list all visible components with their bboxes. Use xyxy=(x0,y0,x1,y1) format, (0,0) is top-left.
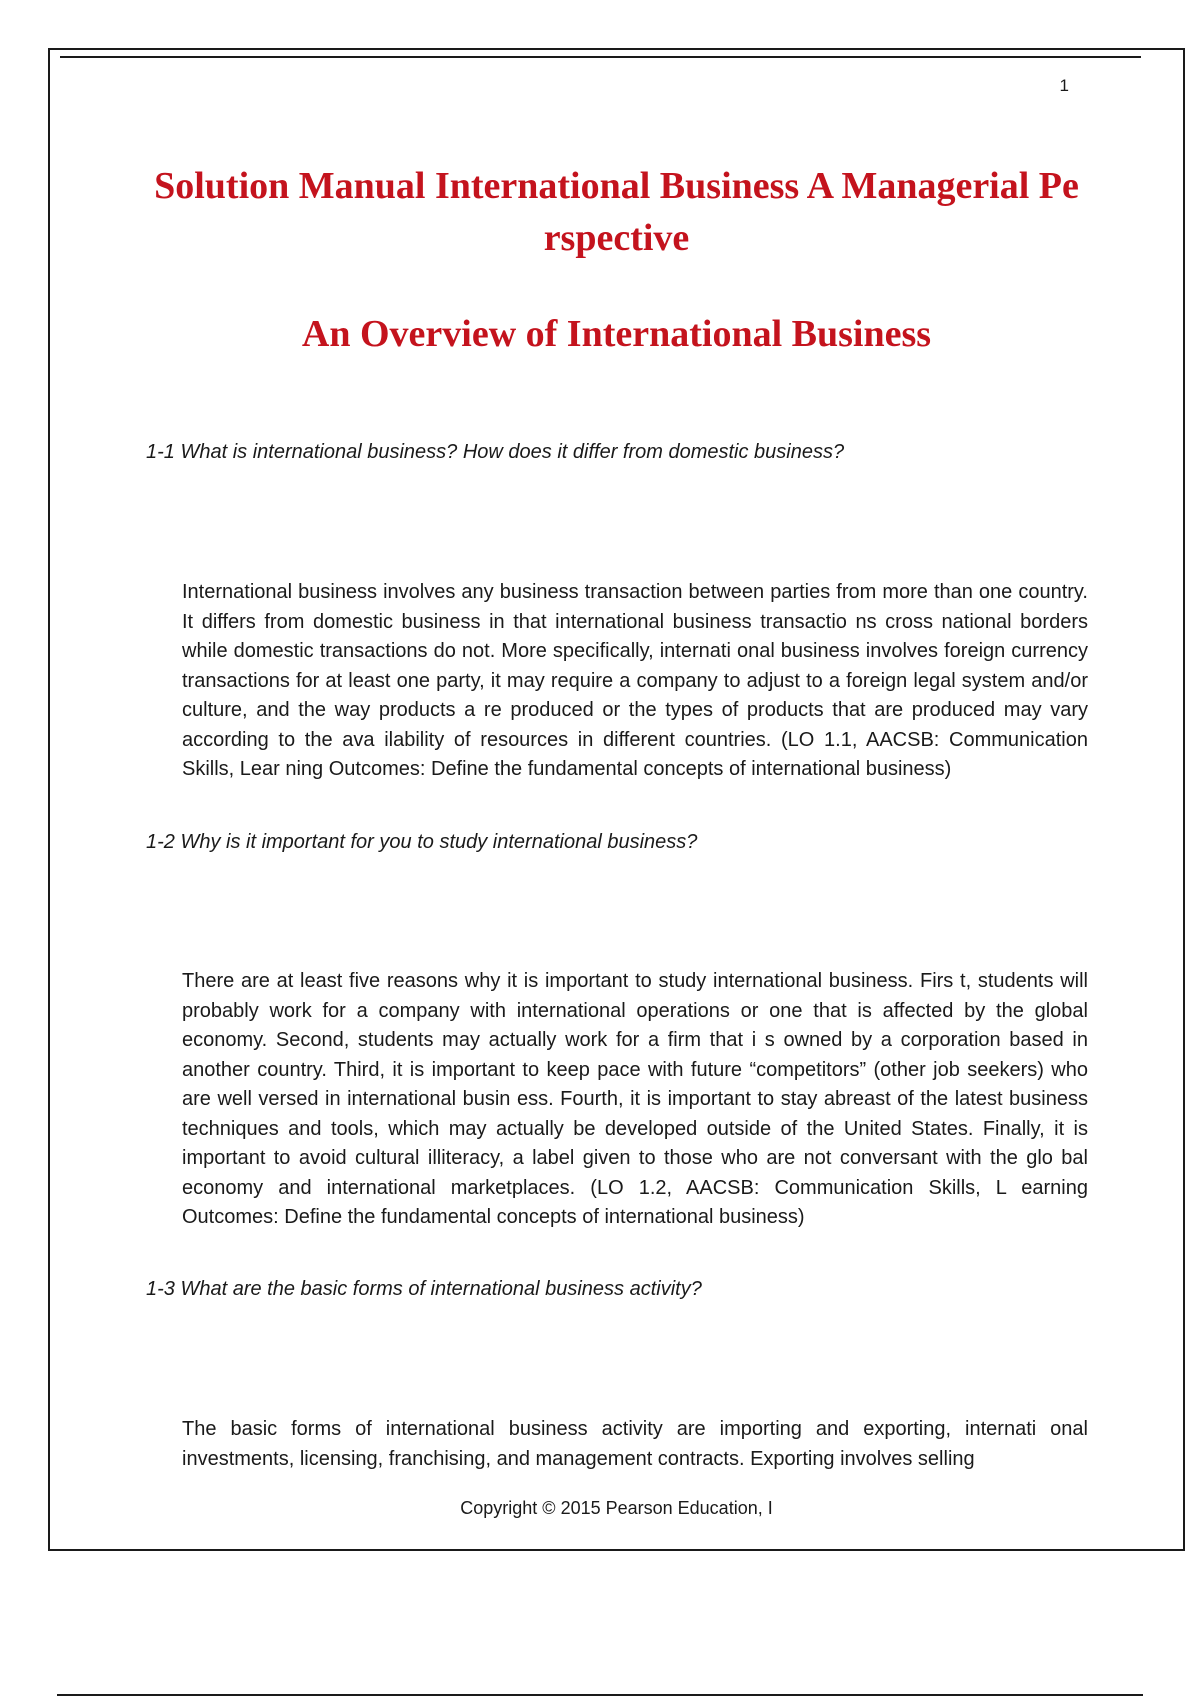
copyright-footer: Copyright © 2015 Pearson Education, I xyxy=(460,1498,773,1518)
question-1-1: 1-1 What is international business? How does it differ from domestic business? xyxy=(146,441,845,463)
document-page xyxy=(48,48,1185,1551)
bottom-rule xyxy=(57,1694,1143,1696)
page-number: 1 xyxy=(1059,76,1069,95)
question-1-3: 1-3 What are the basic forms of international business activity? xyxy=(146,1278,702,1300)
answer-1-3: The basic forms of international business activity are importing and exporting, internati onal investments, licensing, franchising, and management contracts. Exporting involves selling xyxy=(182,1418,1088,1470)
chapter-title: An Overview of International Business xyxy=(301,313,932,355)
top-rule xyxy=(60,56,1141,58)
question-1-2: 1-2 Why is it important for you to study international business? xyxy=(146,831,698,853)
document-title: Solution Manual International Business A Managerial Pe rspective xyxy=(154,165,1079,259)
answer-1-2: There are at least five reasons why it is important to study international business. Firs t, students will probably work for a company with international operations or one that is affected by the global economy. Second, students may actually work for a firm that i s owned by a corporation based in another country. Third, it is important to keep pace with future “competitors” (other job seekers) who are well versed in international busin ess. Fourth, it is important to stay abreast of the latest business techniques and tools, which may actually be developed outside of the United States. Finally, it is important to avoid cultural illiteracy, a label given to those who are not conversant with the glo bal economy and international marketplaces. (LO 1.2, AACSB: Communication Skills, L earning Outcomes: Define the fundamental concepts of international business) xyxy=(182,970,1088,1228)
answer-1-1: International business involves any business transaction between parties from more than one country. It differs from domestic business in that international business transactio ns cross national borders while domestic transactions do not. More specifically, internati onal business involves foreign currency transactions for at least one party, it may require a company to adjust to a foreign legal system and/or culture, and the way products a re produced or the types of products that are produced may vary according to the ava ilability of resources in different countries. (LO 1.1, AACSB: Communication Skills, Lear ning Outcomes: Define the fundamental concepts of international business) xyxy=(182,581,1088,780)
